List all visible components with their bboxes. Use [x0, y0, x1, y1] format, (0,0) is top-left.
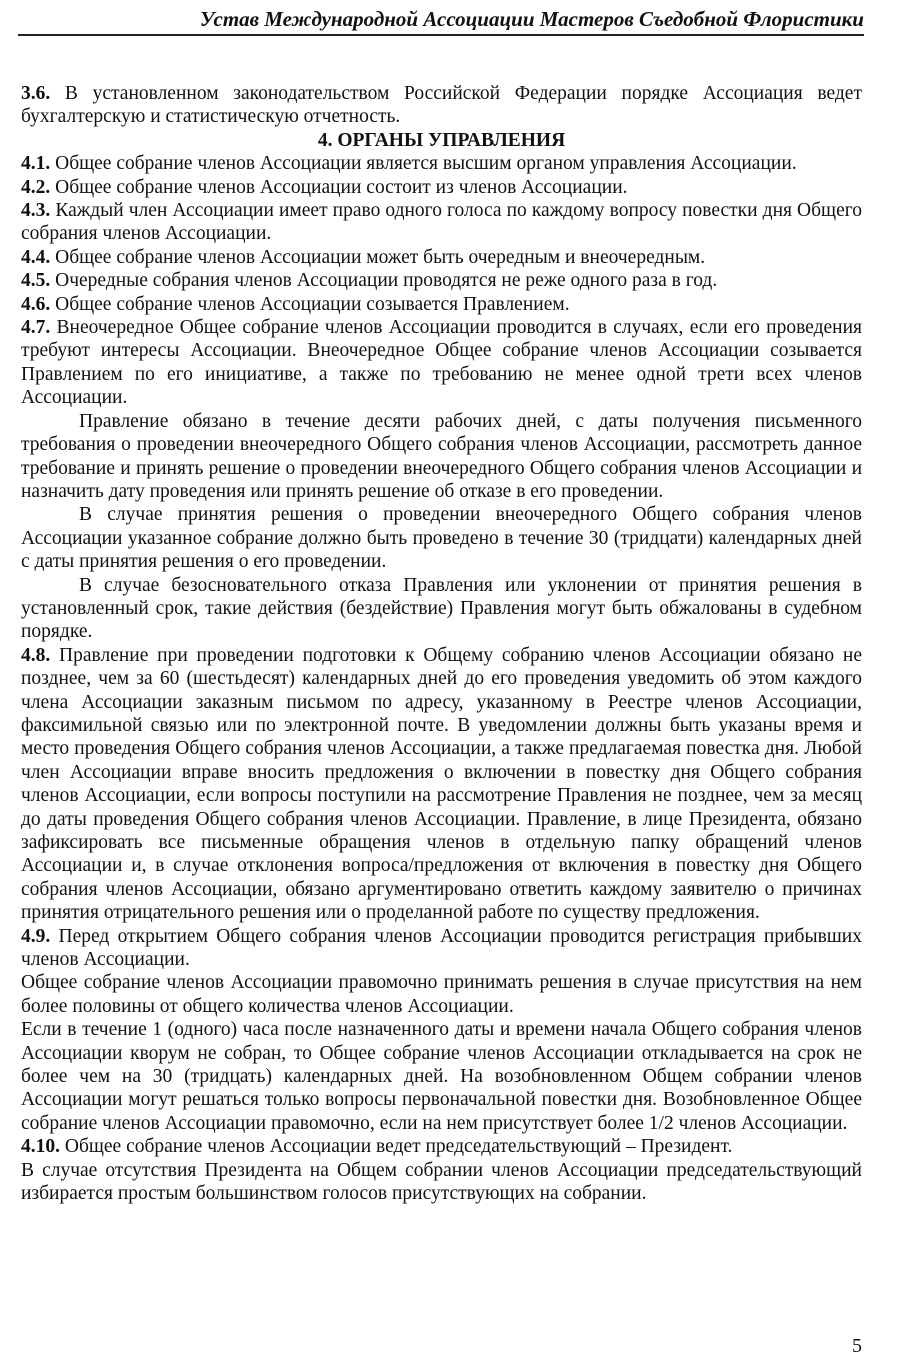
clause-text: Перед открытием Общего собрания членов Ассоциации проводится регистрация прибывших членов Ассоциации.	[21, 925, 862, 971]
clause-4-2	[21, 176, 862, 199]
clause-4-9	[21, 925, 862, 972]
clause-4-8	[21, 644, 862, 925]
clause-number: 3.6.	[21, 83, 51, 104]
clause-4-10	[21, 1135, 862, 1158]
clause-3-6	[21, 82, 862, 129]
running-header	[18, 6, 864, 36]
clause-number: 4.2.	[21, 176, 51, 198]
clause-4-5	[21, 269, 862, 292]
page-number: 5	[852, 1335, 862, 1357]
clause-text: Общее собрание членов Ассоциации может быть очередным и внеочередным.	[50, 246, 706, 268]
clause-text: Общее собрание членов Ассоциации ведет председательствующий – Президент.	[60, 1136, 733, 1158]
clause-number: 4.4.	[21, 246, 51, 268]
clause-4-6	[21, 293, 862, 316]
clause-number: 4.6.	[21, 293, 51, 315]
clause-text: Правление при проведении подготовки к Общему собранию членов Ассоциации обязано не позднее, чем за 60 (шестьдесят) календарных дней до его проведения уведомить об этом каждого члена Ассоциации заказным письмом по адресу, указанному в Реестре членов Ассоциации, факсимильной связью или по электронной почте. В уведомлении должны быть указаны время и место проведения Общего собрания членов Ассоциации, а также предлагаемая повестка дня. Любой член Ассоциации вправе вносить предложения о включении в повестку дня Общего собрания членов Ассоциации, если вопросы поступили на рассмотрение Правления не позднее, чем за месяц до даты проведения Общего собрания членов Ассоциации. Правление, в лице Президента, обязано зафиксировать все письменные обращения членов в отдельную папку обращений членов Ассоциации и, в случае отклонения вопроса/предложения от включения в повестку дня Общего собрания членов Ассоциации, обязано аргументировано ответить каждому заявителю о причинах принятия отрицательного решения или о проделанной работе по существу предложения.	[21, 644, 862, 924]
clause-text: Внеочередное Общее собрание членов Ассоциации проводится в случаях, если его проведения требуют интересы Ассоциации. Внеочередное Общее собрание членов Ассоциации созывается Правлением по его инициативе, а также по требованию не менее одной трети всех членов Ассоциации.	[21, 317, 862, 409]
clause-paragraph: В случае принятия решения о проведении внеочередного Общего собрания членов Ассоциации указанное собрание должно быть проведено в течение 30 (тридцати) календарных дней с даты принятия решения о его проведении.	[21, 504, 862, 573]
clause-number: 4.7.	[21, 317, 51, 339]
clause-number: 4.3.	[21, 200, 51, 222]
clause-4-7	[21, 316, 862, 410]
document-body	[21, 82, 862, 1206]
document-title: Устав Международной Ассоциации Мастеров Съедобной Флористики	[199, 7, 864, 31]
clause-text: Общее собрание членов Ассоциации созывается Правлением.	[50, 293, 570, 315]
clause-4-4	[21, 246, 862, 269]
clause-paragraph: Общее собрание членов Ассоциации правомочно принимать решения в случае присутствия на нем более половины от общего количества членов Ассоциации.	[21, 972, 862, 1017]
clause-number: 4.1.	[21, 153, 51, 175]
clause-text: Каждый член Ассоциации имеет право одного голоса по каждому вопросу повестки дня Общего собрания членов Ассоциации.	[21, 200, 862, 245]
clause-number: 4.9.	[21, 925, 51, 947]
clause-paragraph: Если в течение 1 (одного) часа после назначенного даты и времени начала Общего собрания членов Ассоциации кворум не собран, то Общее собрание членов Ассоциации откладывается на срок не более чем на 30 (тридцать) календарных дней. На возобновленном Общем собрании членов Ассоциации могут решаться только вопросы первоначальной повестки дня. Возобновленное Общее собрание членов Ассоциации правомочно, если на нем присутствует более 1/2 членов Ассоциации.	[21, 1019, 862, 1134]
clause-paragraph: В случае безосновательного отказа Правления или уклонении от принятия решения в установленный срок, такие действия (бездействие) Правления могут быть обжалованы в судебном порядке.	[21, 574, 862, 643]
clause-text: В установленном законодательством Российской Федерации порядке Ассоциация ведет бухгалтерскую и статистическую отчетность.	[21, 83, 862, 128]
clause-number: 4.10.	[21, 1136, 60, 1158]
clause-number: 4.8.	[21, 644, 51, 666]
clause-4-3	[21, 199, 862, 246]
clause-paragraph: Правление обязано в течение десяти рабочих дней, с даты получения письменного требования о проведении внеочередного Общего собрания членов Ассоциации, рассмотреть данное требование и принять решение о проведении внеочередного Общего собрания членов Ассоциации и назначить дату проведения или принять решение об отказе в его проведении.	[21, 410, 862, 502]
clause-text: Общее собрание членов Ассоциации состоит из членов Ассоциации.	[50, 176, 628, 198]
clause-4-1	[21, 152, 862, 175]
clause-text: Общее собрание членов Ассоциации является высшим органом управления Ассоциации.	[50, 153, 797, 175]
section-heading: 4. ОРГАНЫ УПРАВЛЕНИЯ	[317, 129, 566, 151]
clause-number: 4.5.	[21, 270, 51, 292]
clause-paragraph: В случае отсутствия Президента на Общем собрании членов Ассоциации председательствующий избирается простым большинством голосов присутствующих на собрании.	[21, 1159, 862, 1205]
clause-text: Очередные собрания членов Ассоциации проводятся не реже одного раза в год.	[50, 270, 718, 292]
